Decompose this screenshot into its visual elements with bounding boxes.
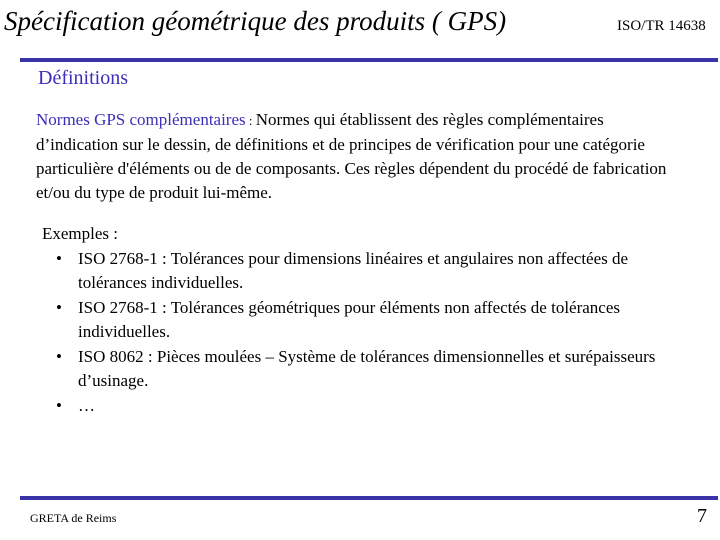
example-text: ISO 2768-1 : Tolérances pour dimensions linéaires et angulaires non affectées de tolérances individuelles. [78, 248, 629, 292]
slide-title: Spécification géométrique des produits ( GPS) [4, 6, 507, 36]
header-divider [20, 58, 718, 62]
list-item [42, 345, 682, 394]
bullet-icon: • [56, 346, 62, 366]
footer-divider [20, 496, 718, 500]
example-text: ISO 2768-1 : Tolérances géométriques pour éléments non affectés de tolérances individuelles. [78, 297, 620, 341]
bullet-icon: • [56, 395, 62, 415]
bullet-icon: • [56, 297, 62, 317]
list-item [42, 394, 682, 419]
section-title: Définitions [38, 67, 128, 89]
standard-reference: ISO/TR 14638 [617, 18, 706, 34]
footer-organization: GRETA de Reims [30, 511, 117, 525]
bullet-icon: • [56, 248, 62, 268]
list-item [42, 296, 682, 345]
examples-list [42, 247, 682, 419]
page-number: 7 [697, 505, 707, 527]
example-text: ISO 8062 : Pièces moulées – Système de tolérances dimensionnelles et surépaisseurs d’usinage. [78, 346, 656, 390]
definition-term: Normes GPS complémentaires [36, 110, 246, 129]
examples-label: Exemples : [42, 224, 119, 243]
definition-text: Normes qui établissent des règles complémentaires d’indication sur le dessin, de définitions et de principes de vérification pour une catégorie particulière d'éléments ou de de composants. Ces règles dépendent du procédé de fabrication et/ou du type de produit lui-même. [36, 110, 667, 202]
example-text: … [78, 395, 95, 415]
definition-paragraph [36, 108, 686, 205]
examples-block [42, 222, 682, 418]
list-item [42, 247, 682, 296]
definition-separator: : [245, 113, 256, 128]
